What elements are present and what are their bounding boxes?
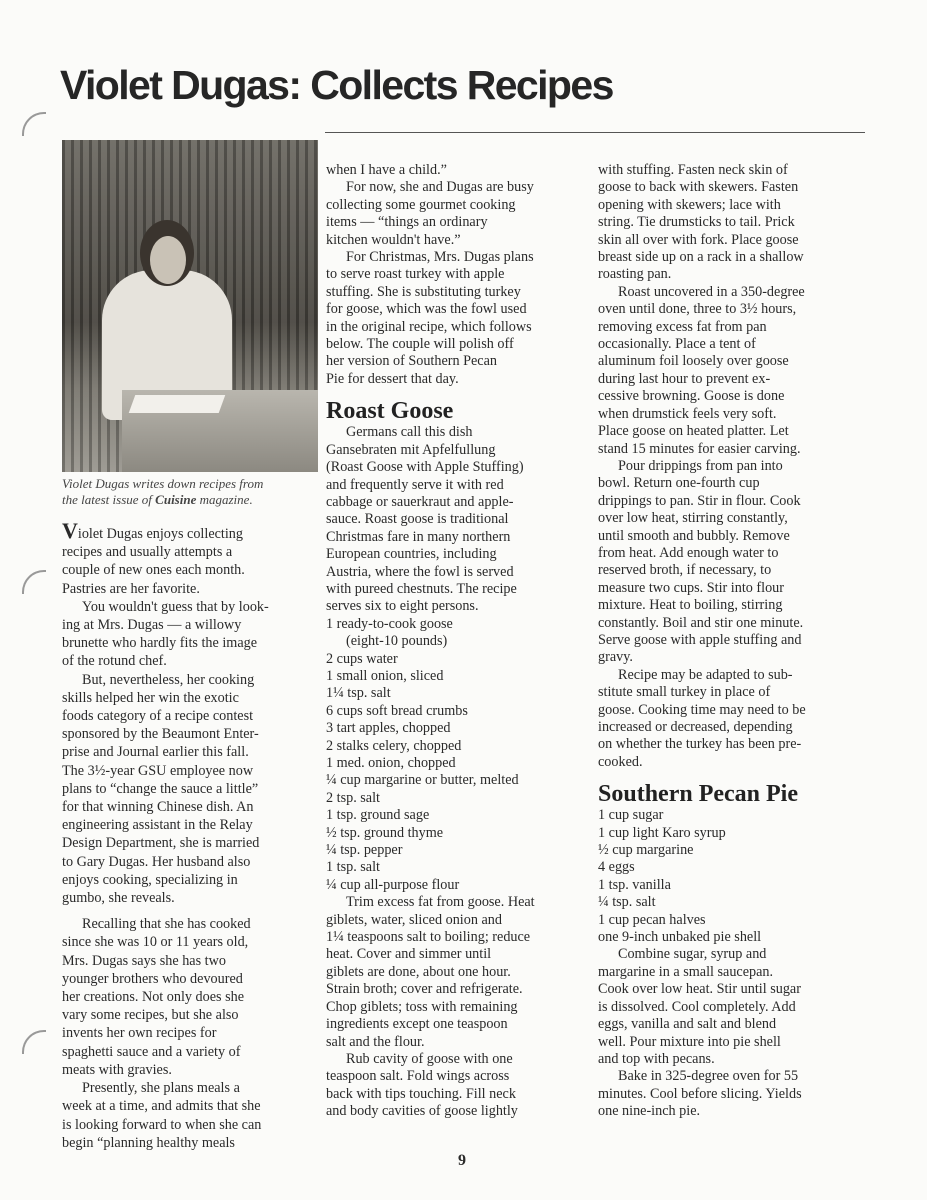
- text-line: But, nevertheless, her cooking: [82, 671, 255, 688]
- paragraph: [326, 249, 586, 388]
- text-line: Austria, where the fowl is served: [326, 563, 514, 580]
- ingredient-line: 2 tsp. salt: [326, 789, 380, 806]
- ingredient-line: ½ tsp. ground thyme: [326, 824, 444, 841]
- text-line: to serve roast turkey with apple: [326, 266, 505, 283]
- text-line: and body cavities of goose lightly: [326, 1103, 518, 1120]
- text-line: her creations. Not only does she: [62, 989, 245, 1006]
- ingredient-line: 1 med. onion, chopped: [326, 755, 456, 771]
- article-column-1: [62, 518, 322, 1152]
- text-line: well. Pour mixture into pie shell: [598, 1033, 781, 1050]
- text-line: with pureed chestnuts. The recipe: [326, 580, 517, 597]
- text-line: until smooth and bubbly. Remove: [598, 527, 790, 544]
- text-line: from heat. Add enough water to: [598, 544, 779, 561]
- text-line: occasionally. Place a tent of: [598, 336, 756, 353]
- text-line: stitute small turkey in place of: [598, 684, 771, 701]
- text-line: mixture. Heat to boiling, stirring: [598, 597, 783, 614]
- text-line: (Roast Goose with Apple Stuffing): [326, 459, 524, 476]
- text-line: in the original recipe, which follows: [326, 318, 532, 335]
- paragraph: [326, 162, 586, 179]
- text-line: meats with gravies.: [62, 1061, 172, 1078]
- paragraph: [326, 179, 586, 249]
- caption-text: magazine.: [196, 492, 253, 507]
- text-line: For Christmas, Mrs. Dugas plans: [346, 249, 534, 266]
- ingredient-line: ½ cup margarine: [598, 842, 694, 859]
- text-line: Pour drippings from pan into: [618, 457, 783, 474]
- text-line: Trim excess fat from goose. Heat: [346, 894, 535, 911]
- heading-text: Southern Pecan Pie: [598, 781, 798, 808]
- text-line: Place goose on heated platter. Let: [598, 423, 789, 440]
- text-line: brunette who hardly fits the image: [62, 635, 258, 652]
- text-line: Combine sugar, syrup and: [618, 946, 767, 963]
- text-line: kitchen wouldn't have.”: [326, 231, 461, 248]
- text-line: Bake in 325-degree oven for 55: [618, 1068, 799, 1085]
- binder-hole-mark: [22, 570, 46, 594]
- paragraph: [598, 458, 858, 667]
- article-column-2: [326, 162, 586, 1121]
- divider-rule: [325, 132, 865, 133]
- text-line: Design Department, she is married: [62, 835, 260, 852]
- text-line: reserved broth, if necessary, to: [598, 562, 772, 579]
- text-line: to Gary Dugas. Her husband also: [62, 853, 251, 870]
- text-line: is dissolved. Cool completely. Add: [598, 998, 796, 1015]
- text-line: skin all over with fork. Place goose: [598, 231, 799, 248]
- text-line: and top with pecans.: [598, 1050, 715, 1067]
- text-line: sauce. Roast goose is traditional: [326, 511, 509, 528]
- text-line: heat. Cover and simmer until: [326, 946, 492, 963]
- caption-line: Violet Dugas writes down recipes from: [62, 476, 264, 491]
- text-line: collecting some gourmet cooking: [326, 196, 516, 213]
- text-line: measure two cups. Stir into flour: [598, 579, 784, 596]
- ingredient-line: 1 small onion, sliced: [326, 667, 444, 684]
- text-line: begin “planning healthy meals: [62, 1134, 235, 1151]
- text-line: invents her own recipes for: [62, 1025, 217, 1042]
- text-line: of the rotund chef.: [62, 653, 167, 670]
- paragraph: [326, 633, 586, 650]
- text-line: Christmas fare in many northern: [326, 528, 511, 545]
- ingredient-line: 3 tart apples, chopped: [326, 720, 451, 737]
- ingredient-line: 6 cups soft bread crumbs: [326, 702, 468, 719]
- text-line: giblets are done, about one hour.: [326, 963, 511, 980]
- text-line: For now, she and Dugas are busy: [346, 179, 534, 196]
- binder-hole-mark: [22, 1030, 46, 1054]
- ingredient-line: 4 eggs: [598, 859, 635, 876]
- text-line: ing at Mrs. Dugas — a willowy: [62, 617, 242, 634]
- ingredient-list: [326, 651, 586, 895]
- text-line: oven until done, three to 3½ hours,: [598, 301, 797, 318]
- recipe-heading: [326, 398, 586, 424]
- text-line: one nine-inch pie.: [598, 1103, 701, 1120]
- text-line: Chop giblets; toss with remaining: [326, 998, 518, 1015]
- text-line: You wouldn't guess that by look-: [82, 598, 269, 615]
- ingredient-list: [598, 807, 858, 946]
- text-line: Violet Dugas enjoys collecting: [62, 518, 243, 543]
- photo-caption: [62, 476, 322, 508]
- ingredient-line: 1 tsp. vanilla: [598, 876, 671, 893]
- ingredient-line: 1¼ tsp. salt: [326, 685, 391, 702]
- ingredient-line: ¼ cup margarine or butter, melted: [326, 772, 519, 789]
- ingredient-line: ¼ cup all-purpose flour: [326, 876, 460, 893]
- text-line: roasting pan.: [598, 266, 672, 283]
- ingredient-line: 1 tsp. ground sage: [326, 807, 430, 824]
- paragraph: [598, 1068, 858, 1120]
- text-line: Presently, she plans meals a: [82, 1080, 240, 1097]
- text-line: prise and Journal earlier this fall.: [62, 744, 249, 761]
- article-column-3: [598, 162, 858, 1121]
- text-line: aluminum foil loosely over goose: [598, 353, 789, 370]
- paragraph: [62, 1079, 322, 1152]
- text-line: Rub cavity of goose with one: [346, 1050, 513, 1067]
- text-line: sponsored by the Beaumont Enter-: [62, 726, 259, 743]
- caption-magazine-name: Cuisine: [155, 492, 197, 507]
- text-line: back with tips touching. Fill neck: [326, 1085, 516, 1102]
- paragraph: [62, 598, 322, 671]
- binder-hole-mark: [22, 112, 46, 136]
- ingredient-line: 1 ready-to-cook goose: [326, 615, 453, 632]
- text-line: constantly. Boil and stir one minute.: [598, 614, 804, 631]
- text-line: Recipe may be adapted to sub-: [618, 666, 793, 683]
- ingredient-line: 2 cups water: [326, 650, 398, 667]
- paragraph: [598, 667, 858, 771]
- text-line: cabbage or sauerkraut and apple-: [326, 493, 514, 510]
- text-line: margarine in a small saucepan.: [598, 963, 774, 980]
- text-line: since she was 10 or 11 years old,: [62, 934, 249, 951]
- caption-text: the latest issue of: [62, 492, 156, 507]
- text-line: with stuffing. Fasten neck skin of: [598, 162, 788, 178]
- ingredient-line: 1 cup light Karo syrup: [598, 824, 726, 841]
- text-line: for that winning Chinese dish. An: [62, 799, 254, 816]
- text-line: during last hour to prevent ex-: [598, 370, 771, 387]
- text-line: is looking forward to when she can: [62, 1116, 262, 1133]
- text-line: giblets, water, sliced onion and: [326, 911, 502, 928]
- text-line: removing excess fat from pan: [598, 318, 767, 335]
- text-line: skills helped her win the exotic: [62, 689, 239, 706]
- text-line: engineering assistant in the Relay: [62, 817, 253, 834]
- text-line: serves six to eight persons.: [326, 598, 479, 615]
- text-line: spaghetti sauce and a variety of: [62, 1043, 241, 1060]
- text-line: goose. Cooking time may need to be: [598, 701, 806, 718]
- text-line: breast side up on a rack in a shallow: [598, 249, 804, 266]
- text-line: Pastries are her favorite.: [62, 580, 200, 597]
- ingredient-line: one 9-inch unbaked pie shell: [598, 929, 762, 946]
- text-line: Pie for dessert that day.: [326, 370, 459, 387]
- text-line: items — “things an ordinary: [326, 214, 488, 231]
- ingredient-line: 1 cup sugar: [598, 807, 664, 824]
- ingredient-line: 2 stalks celery, chopped: [326, 737, 462, 754]
- paragraph: [62, 518, 322, 598]
- paragraph: [598, 284, 858, 458]
- paragraph: [598, 162, 858, 284]
- caption-line: [62, 492, 322, 508]
- text-line: plans to “change the sauce a little”: [62, 780, 259, 797]
- text-line: Gansebraten mit Apfelfullung: [326, 441, 496, 458]
- text-line: couple of new ones each month.: [62, 562, 245, 579]
- text-line: stand 15 minutes for easier carving.: [598, 440, 801, 457]
- ingredient-line: ¼ tsp. pepper: [326, 842, 403, 859]
- paragraph: [326, 1051, 586, 1121]
- text-line: enjoys cooking, specializing in: [62, 871, 238, 888]
- text-line: (eight-10 pounds): [346, 633, 448, 650]
- text-line: ingredients except one teaspoon: [326, 1016, 508, 1033]
- ingredient-line: ¼ tsp. salt: [598, 894, 656, 911]
- text-line: string. Tie drumsticks to tail. Prick: [598, 214, 795, 231]
- text-line: stuffing. She is substituting turkey: [326, 283, 521, 300]
- text-line: when drumstick feels very soft.: [598, 405, 777, 422]
- text-line: opening with skewers; lace with: [598, 196, 781, 213]
- page-number: 9: [458, 1152, 466, 1169]
- text-line: over low heat, stirring constantly,: [598, 510, 788, 527]
- text-line: European countries, including: [326, 546, 497, 563]
- text-line: below. The couple will polish off: [326, 336, 514, 353]
- text-line: Roast uncovered in a 350-degree: [618, 283, 805, 300]
- text-line: vary some recipes, but she also: [62, 1007, 239, 1024]
- text-line: Germans call this dish: [346, 424, 473, 441]
- text-line: Mrs. Dugas says she has two: [62, 952, 226, 969]
- paragraph: [326, 424, 586, 615]
- paragraph: [62, 915, 322, 1079]
- text-line: salt and the flour.: [326, 1033, 425, 1050]
- text-line: drippings to pan. Stir in flour. Cook: [598, 492, 801, 509]
- text-line: week at a time, and admits that she: [62, 1098, 261, 1115]
- text-line: gravy.: [598, 649, 633, 666]
- text-line: younger brothers who devoured: [62, 970, 243, 987]
- text-line: and frequently serve it with red: [326, 476, 504, 493]
- text-line: goose to back with skewers. Fasten: [598, 179, 799, 196]
- text-line: for goose, which was the fowl used: [326, 301, 527, 318]
- paragraph: [598, 946, 858, 1068]
- photo-violet-dugas: [62, 140, 318, 472]
- paragraph: [62, 671, 322, 908]
- ingredient-line: 1 tsp. salt: [326, 859, 380, 876]
- page-title: Violet Dugas: Collects Recipes: [60, 62, 613, 108]
- text-line: eggs, vanilla and salt and blend: [598, 1016, 777, 1033]
- paragraph: [326, 894, 586, 1051]
- recipe-heading: [598, 781, 858, 807]
- text-line: her version of Southern Pecan: [326, 353, 497, 370]
- text-line: Serve goose with apple stuffing and: [598, 631, 802, 648]
- ingredient-line: 1 cup pecan halves: [598, 911, 706, 928]
- text-line: cooked.: [598, 753, 643, 770]
- text-line: gumbo, she reveals.: [62, 890, 175, 907]
- text-line: teaspoon salt. Fold wings across: [326, 1068, 510, 1085]
- text-line: Cook over low heat. Stir until sugar: [598, 981, 801, 998]
- heading-text: Roast Goose: [326, 398, 454, 425]
- text-line: minutes. Cool before slicing. Yields: [598, 1085, 802, 1102]
- text-line: The 3½-year GSU employee now: [62, 762, 254, 779]
- text-line: Recalling that she has cooked: [82, 916, 251, 933]
- text-line: foods category of a recipe contest: [62, 708, 254, 725]
- text-line: when I have a child.”: [326, 162, 447, 178]
- ingredient-list: [326, 616, 586, 633]
- text-line: 1¼ teaspoons salt to boiling; reduce: [326, 929, 531, 946]
- text-line: recipes and usually attempts a: [62, 544, 233, 561]
- text-line: on whether the turkey has been pre-: [598, 736, 802, 753]
- text-line: bowl. Return one-fourth cup: [598, 475, 760, 492]
- text-line: increased or decreased, depending: [598, 719, 793, 735]
- text-line: cessive browning. Goose is done: [598, 388, 785, 405]
- text-line: Strain broth; cover and refrigerate.: [326, 981, 523, 998]
